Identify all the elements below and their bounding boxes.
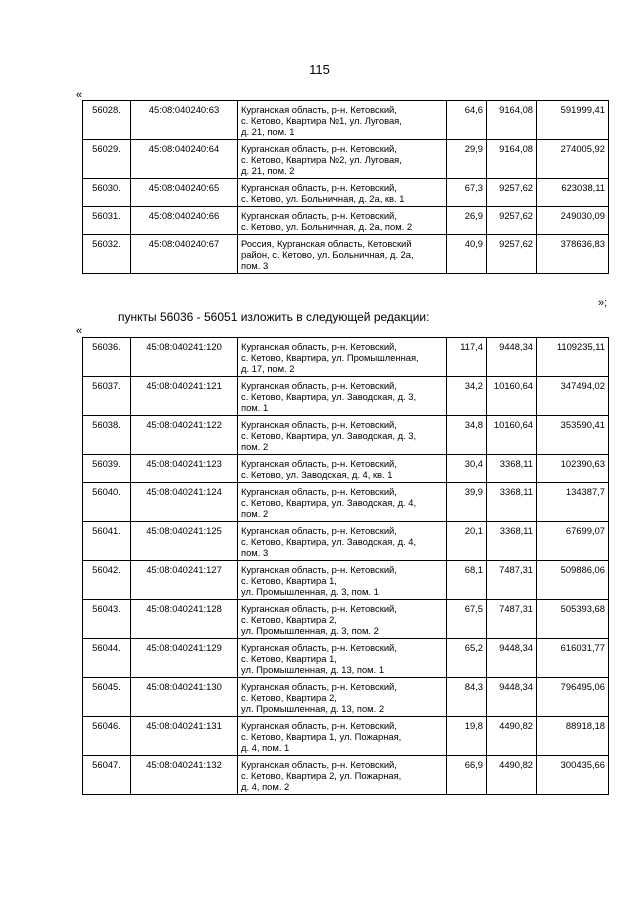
address-line: пом. 3 <box>241 260 269 271</box>
row-number-cell: 56040. <box>83 483 131 522</box>
address-line: Курганская область, р-н. Кетовский, <box>241 525 397 536</box>
address-line: с. Кетово, Квартира, ул. Заводская, д. 3, <box>241 430 417 441</box>
row-number-cell: 56046. <box>83 717 131 756</box>
cadastral-value-cell: 353590,41 <box>537 416 609 455</box>
cadastral-number-cell: 45:08:040241:123 <box>131 455 238 483</box>
cadastral-number-cell: 45:08:040241:120 <box>131 338 238 377</box>
area-cell: 68,1 <box>447 561 487 600</box>
row-number-cell: 56038. <box>83 416 131 455</box>
price-per-sqm-cell: 9164,08 <box>487 140 537 179</box>
table-row <box>83 600 609 639</box>
price-per-sqm-cell: 10160,64 <box>487 377 537 416</box>
address-line: ул. Промышленная, д. 3, пом. 2 <box>241 625 379 636</box>
address-line: с. Кетово, Квартира, ул. Заводская, д. 3, <box>241 391 417 402</box>
address-cell <box>238 140 447 179</box>
address-line: Курганская область, р-н. Кетовский, <box>241 380 397 391</box>
row-number-cell: 56047. <box>83 756 131 795</box>
table-row <box>83 179 609 207</box>
address-line: ул. Промышленная, д. 3, пом. 1 <box>241 586 379 597</box>
table-row <box>83 717 609 756</box>
cadastral-number-cell: 45:08:040241:124 <box>131 483 238 522</box>
row-number-cell: 56039. <box>83 455 131 483</box>
area-cell: 84,3 <box>447 678 487 717</box>
property-table-2-body <box>83 338 609 795</box>
address-cell <box>238 717 447 756</box>
row-number-cell: 56031. <box>83 207 131 235</box>
address-line: с. Кетово, Квартира №2, ул. Луговая, <box>241 154 402 165</box>
address-cell <box>238 455 447 483</box>
row-number-cell: 56042. <box>83 561 131 600</box>
address-cell <box>238 235 447 274</box>
address-line: д. 21, пом. 2 <box>241 165 295 176</box>
area-cell: 29,9 <box>447 140 487 179</box>
address-line: ул. Промышленная, д. 13, пом. 1 <box>241 664 385 675</box>
address-line: с. Кетово, Квартира 1, <box>241 653 337 664</box>
cadastral-value-cell: 134387,7 <box>537 483 609 522</box>
row-number-cell: 56030. <box>83 179 131 207</box>
address-line: Курганская область, р-н. Кетовский, <box>241 681 397 692</box>
cadastral-value-cell: 623038,11 <box>537 179 609 207</box>
cadastral-value-cell: 67699,07 <box>537 522 609 561</box>
cadastral-value-cell: 249030,09 <box>537 207 609 235</box>
cadastral-number-cell: 45:08:040241:127 <box>131 561 238 600</box>
price-per-sqm-cell: 9448,34 <box>487 678 537 717</box>
address-cell <box>238 639 447 678</box>
address-cell <box>238 377 447 416</box>
row-number-cell: 56037. <box>83 377 131 416</box>
address-line: пом. 2 <box>241 508 269 519</box>
area-cell: 40,9 <box>447 235 487 274</box>
address-line: Курганская область, р-н. Кетовский, <box>241 341 397 352</box>
cadastral-value-cell: 347494,02 <box>537 377 609 416</box>
cadastral-value-cell: 509886,06 <box>537 561 609 600</box>
amendment-instruction: пункты 56036 - 56051 изложить в следующей редакции: <box>118 310 430 324</box>
cadastral-number-cell: 45:08:040241:130 <box>131 678 238 717</box>
address-cell <box>238 600 447 639</box>
address-line: с. Кетово, Квартира 2, ул. Пожарная, <box>241 770 402 781</box>
cadastral-number-cell: 45:08:040240:63 <box>131 101 238 140</box>
address-line: с. Кетово, Квартира, ул. Заводская, д. 4, <box>241 497 417 508</box>
closing-quote: »; <box>598 297 608 309</box>
price-per-sqm-cell: 3368,11 <box>487 522 537 561</box>
address-line: с. Кетово, Квартира, ул. Заводская, д. 4, <box>241 536 417 547</box>
cadastral-number-cell: 45:08:040240:64 <box>131 140 238 179</box>
property-table-1 <box>82 100 609 274</box>
address-line: Курганская область, р-н. Кетовский, <box>241 603 397 614</box>
row-number-cell: 56029. <box>83 140 131 179</box>
address-cell <box>238 416 447 455</box>
address-line: д. 4, пом. 2 <box>241 781 290 792</box>
table-row <box>83 235 609 274</box>
row-number-cell: 56028. <box>83 101 131 140</box>
address-cell <box>238 179 447 207</box>
price-per-sqm-cell: 3368,11 <box>487 483 537 522</box>
address-line: с. Кетово, Квартира 1, ул. Пожарная, <box>241 731 402 742</box>
cadastral-number-cell: 45:08:040241:122 <box>131 416 238 455</box>
price-per-sqm-cell: 4490,82 <box>487 756 537 795</box>
area-cell: 20,1 <box>447 522 487 561</box>
cadastral-number-cell: 45:08:040241:125 <box>131 522 238 561</box>
address-line: с. Кетово, Квартира 1, <box>241 575 337 586</box>
address-line: с. Кетово, ул. Заводская, д. 4, кв. 1 <box>241 469 393 480</box>
cadastral-value-cell: 505393,68 <box>537 600 609 639</box>
cadastral-value-cell: 102390,63 <box>537 455 609 483</box>
address-line: пом. 2 <box>241 441 269 452</box>
row-number-cell: 56032. <box>83 235 131 274</box>
table-row <box>83 756 609 795</box>
opening-quote: « <box>76 89 83 101</box>
area-cell: 66,9 <box>447 756 487 795</box>
address-line: с. Кетово, Квартира 2, <box>241 614 337 625</box>
address-line: район, с. Кетово, ул. Больничная, д. 2а, <box>241 249 414 260</box>
address-line: ул. Промышленная, д. 13, пом. 2 <box>241 703 385 714</box>
address-line: Курганская область, р-н. Кетовский, <box>241 143 397 154</box>
table-row <box>83 377 609 416</box>
table-row <box>83 207 609 235</box>
address-line: с. Кетово, ул. Больничная, д. 2а, кв. 1 <box>241 193 405 204</box>
address-line: Курганская область, р-н. Кетовский, <box>241 759 397 770</box>
address-line: Курганская область, р-н. Кетовский, <box>241 419 397 430</box>
address-line: д. 17, пом. 2 <box>241 363 295 374</box>
page-number: 115 <box>309 62 330 77</box>
cadastral-value-cell: 796495,06 <box>537 678 609 717</box>
price-per-sqm-cell: 7487,31 <box>487 561 537 600</box>
cadastral-number-cell: 45:08:040240:66 <box>131 207 238 235</box>
area-cell: 39,9 <box>447 483 487 522</box>
area-cell: 19,8 <box>447 717 487 756</box>
row-number-cell: 56041. <box>83 522 131 561</box>
cadastral-number-cell: 45:08:040240:65 <box>131 179 238 207</box>
table-row <box>83 416 609 455</box>
area-cell: 64,6 <box>447 101 487 140</box>
area-cell: 26,9 <box>447 207 487 235</box>
address-line: Россия, Курганская область, Кетовский <box>241 238 412 249</box>
cadastral-number-cell: 45:08:040241:131 <box>131 717 238 756</box>
price-per-sqm-cell: 9448,34 <box>487 338 537 377</box>
table-row <box>83 101 609 140</box>
cadastral-number-cell: 45:08:040241:132 <box>131 756 238 795</box>
address-line: Курганская область, р-н. Кетовский, <box>241 720 397 731</box>
opening-quote-2: « <box>76 325 83 337</box>
cadastral-value-cell: 88918,18 <box>537 717 609 756</box>
price-per-sqm-cell: 10160,64 <box>487 416 537 455</box>
address-line: с. Кетово, ул. Больничная, д. 2а, пом. 2 <box>241 221 413 232</box>
area-cell: 117,4 <box>447 338 487 377</box>
price-per-sqm-cell: 9448,34 <box>487 639 537 678</box>
address-line: д. 21, пом. 1 <box>241 126 295 137</box>
property-table-2 <box>82 337 609 795</box>
table-row <box>83 338 609 377</box>
table-row <box>83 639 609 678</box>
address-line: Курганская область, р-н. Кетовский, <box>241 458 397 469</box>
address-line: с. Кетово, Квартира 2, <box>241 692 337 703</box>
cadastral-value-cell: 378636,83 <box>537 235 609 274</box>
address-cell <box>238 522 447 561</box>
price-per-sqm-cell: 9257,62 <box>487 235 537 274</box>
cadastral-number-cell: 45:08:040241:128 <box>131 600 238 639</box>
address-cell <box>238 756 447 795</box>
address-cell <box>238 101 447 140</box>
address-cell <box>238 207 447 235</box>
table-row <box>83 483 609 522</box>
address-line: Курганская область, р-н. Кетовский, <box>241 104 397 115</box>
address-line: пом. 1 <box>241 402 269 413</box>
cadastral-value-cell: 1109235,11 <box>537 338 609 377</box>
price-per-sqm-cell: 3368,11 <box>487 455 537 483</box>
address-line: Курганская область, р-н. Кетовский, <box>241 564 397 575</box>
address-cell <box>238 561 447 600</box>
cadastral-value-cell: 591999,41 <box>537 101 609 140</box>
address-cell <box>238 338 447 377</box>
area-cell: 65,2 <box>447 639 487 678</box>
address-line: д. 4, пом. 1 <box>241 742 290 753</box>
table-row <box>83 140 609 179</box>
table-row <box>83 455 609 483</box>
area-cell: 67,5 <box>447 600 487 639</box>
cadastral-value-cell: 300435,66 <box>537 756 609 795</box>
area-cell: 67,3 <box>447 179 487 207</box>
price-per-sqm-cell: 9164,08 <box>487 101 537 140</box>
area-cell: 34,2 <box>447 377 487 416</box>
property-table-1-body <box>83 101 609 274</box>
address-line: с. Кетово, Квартира №1, ул. Луговая, <box>241 115 402 126</box>
price-per-sqm-cell: 7487,31 <box>487 600 537 639</box>
row-number-cell: 56045. <box>83 678 131 717</box>
row-number-cell: 56036. <box>83 338 131 377</box>
address-cell <box>238 483 447 522</box>
price-per-sqm-cell: 4490,82 <box>487 717 537 756</box>
cadastral-value-cell: 274005,92 <box>537 140 609 179</box>
price-per-sqm-cell: 9257,62 <box>487 179 537 207</box>
address-cell <box>238 678 447 717</box>
price-per-sqm-cell: 9257,62 <box>487 207 537 235</box>
address-line: Курганская область, р-н. Кетовский, <box>241 642 397 653</box>
row-number-cell: 56044. <box>83 639 131 678</box>
cadastral-number-cell: 45:08:040240:67 <box>131 235 238 274</box>
cadastral-value-cell: 616031,77 <box>537 639 609 678</box>
address-line: Курганская область, р-н. Кетовский, <box>241 182 397 193</box>
address-line: с. Кетово, Квартира, ул. Промышленная, <box>241 352 419 363</box>
cadastral-number-cell: 45:08:040241:129 <box>131 639 238 678</box>
row-number-cell: 56043. <box>83 600 131 639</box>
table-row <box>83 678 609 717</box>
address-line: Курганская область, р-н. Кетовский, <box>241 486 397 497</box>
table-row <box>83 522 609 561</box>
address-line: пом. 3 <box>241 547 269 558</box>
address-line: Курганская область, р-н. Кетовский, <box>241 210 397 221</box>
table-row <box>83 561 609 600</box>
area-cell: 30,4 <box>447 455 487 483</box>
area-cell: 34,8 <box>447 416 487 455</box>
cadastral-number-cell: 45:08:040241:121 <box>131 377 238 416</box>
